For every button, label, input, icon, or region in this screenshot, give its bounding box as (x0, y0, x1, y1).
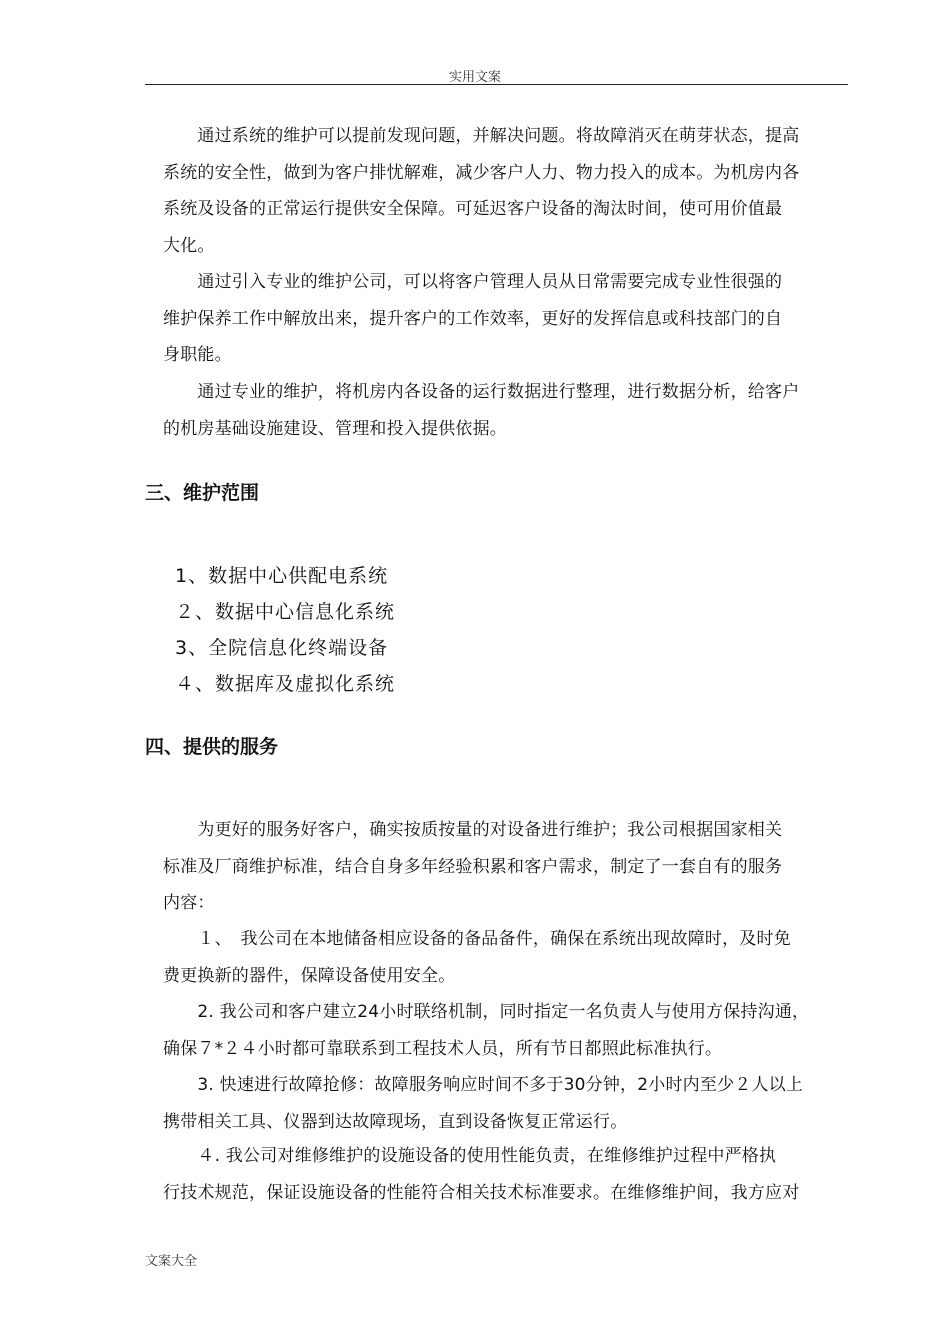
text-line: 通过专业的维护，将机房内各设备的运行数据进行整理，进行数据分析，给客户 (163, 382, 800, 402)
section-heading-scope: 三、维护范围 (145, 482, 260, 504)
text-line: 系统的安全性，做到为客户排忧解难，减少客户人力、物力投入的成本。为机房内各 (163, 162, 800, 183)
intro-paragraph-3 (163, 374, 853, 447)
page-footer: 文案大全 (145, 1254, 198, 1269)
text-line: 内容： (163, 893, 215, 913)
intro-paragraph-1 (163, 118, 853, 264)
section-heading-services: 四、提供的服务 (145, 736, 279, 758)
text-line: 通过引入专业的维护公司，可以将客户管理人员从日常需要完成专业性很强的 (163, 272, 783, 292)
service-item-2 (163, 994, 853, 1067)
intro-paragraph-2 (163, 264, 853, 374)
header-divider (145, 84, 848, 85)
text-line: 的机房基础设施建设、管理和投入提供依据。 (163, 418, 507, 439)
scope-item: 1、数据中心供配电系统 (175, 565, 389, 587)
text-line: 携带相关工具、仪器到达故障现场，直到设备恢复正常运行。 (163, 1111, 628, 1132)
service-item-3 (163, 1067, 853, 1140)
text-line: 2. 我公司和客户建立24小时联络机制，同时指定一名负责人与使用方保持沟通， (163, 1002, 810, 1022)
text-line: 费更换新的器件，保障设备使用安全。 (163, 965, 456, 986)
text-line: 身职能。 (163, 345, 232, 365)
text-line: 3. 快速进行故障抢修：故障服务响应时间不多于30分钟，2小时内至少２人以上 (163, 1075, 804, 1095)
service-item-1 (163, 921, 853, 994)
text-line: 行技术规范，保证设施设备的性能符合相关技术标准要求。在维修维护间，我方应对 (163, 1182, 800, 1203)
page-header: 实用文案 (448, 70, 501, 85)
text-line: 标准及厂商维护标准，结合自身多年经验积累和客户需求，制定了一套自有的服务 (163, 856, 783, 877)
text-line: 为更好的服务好客户，确实按质按量的对设备进行维护；我公司根据国家相关 (163, 820, 783, 840)
text-line: １、 我公司在本地储备相应设备的备品备件，确保在系统出现故障时，及时免 (163, 929, 791, 949)
scope-item: 3、全院信息化终端设备 (175, 637, 389, 659)
text-line: ４. 我公司对维修维护的设施设备的使用性能负责，在维修维护过程中严格执 (163, 1146, 777, 1166)
text-line: 大化。 (163, 235, 215, 256)
text-line: 维护保养工作中解放出来，提升客户的工作效率，更好的发挥信息或科技部门的自 (163, 308, 783, 329)
scope-item: ４、数据库及虚拟化系统 (175, 673, 396, 695)
service-item-4 (163, 1138, 853, 1211)
services-intro-paragraph (163, 812, 853, 922)
scope-item: ２、数据中心信息化系统 (175, 601, 396, 623)
text-line: 通过系统的维护可以提前发现问题，并解决问题。将故障消灭在萌芽状态，提高 (163, 126, 800, 146)
text-line: 系统及设备的正常运行提供安全保障。可延迟客户设备的淘汰时间，使可用价值最 (163, 199, 783, 219)
text-line: 确保７*２４小时都可靠联系到工程技术人员，所有节日都照此标准执行。 (163, 1038, 723, 1059)
